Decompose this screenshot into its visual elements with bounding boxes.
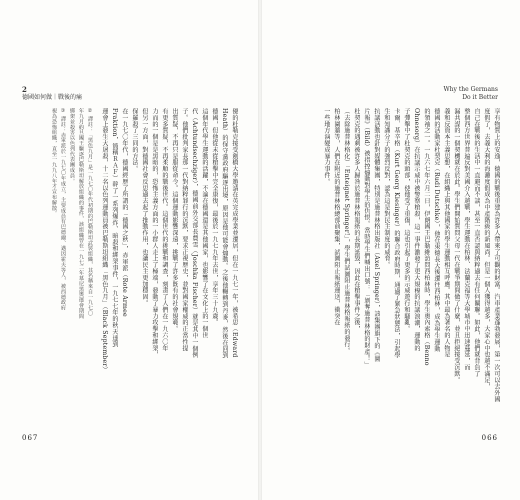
text-column: 運會上發生大屠殺，十二名以色列運動員被巴勒斯坦組織「黑色九月」（Black September） — [101, 108, 108, 373]
text-column: Fraktion，簡稱ＲＡＦ）幹了一系列爆炸、暗殺和綁架事件，一九七七年的秋天達到 — [111, 108, 118, 348]
text-column: 有更多質疑，不再柔順的戰後世代。這個世代的挑戰和調查，刻畫了人們在一九六〇年 — [161, 108, 168, 352]
footnote-column: 視為恐怖組織，直至一九九八年才宣布解散。 — [51, 108, 57, 216]
text-column: 柏林圍牆等，人們在附近的施普林格總部前聚集，試圖阻止報紙運送，衝突在 — [333, 108, 340, 326]
text-column: 保羅殺了三同的方法。 — [131, 108, 138, 172]
right-text-columns — [284, 108, 500, 408]
text-column: 享有物質上的安逸，德國的戰後重建為許多人帶來了可觀的財富。汽車產業蓬勃發展，第一次可以去外國 — [493, 108, 500, 403]
right-page — [262, 0, 520, 500]
book-subtitle: Do it Better — [462, 94, 498, 101]
chapter-title: 德國如何做｜戰後的痛 — [22, 94, 83, 101]
left-text-columns — [22, 108, 238, 408]
text-column: 的領袖之一。一九六七年六月二日，伊朗國王巴勒維訪問西柏林時，學生奧內索格（Benno — [423, 108, 430, 366]
text-column: 自己在戰後的生活中一直避而不談，甚至一直否認與納粹過去有任何關聯。如此，他們就背負了 — [473, 108, 480, 377]
text-column: 生和知識分子的強烈反對，認為這是對民主制度的威脅。 — [383, 108, 390, 268]
text-column: （去除施普林格化）「Enteignet Springer!」，學生們試圖阻止施普林格報紙的發行。 — [343, 108, 350, 355]
text-column: 杜契克的遇刺被許多人歸咎於施普林格報紙的長期詆毀，因此在槍擊事件之後， — [353, 108, 360, 332]
text-column: 德國的活動家杜契克（Rudi Dutschke），他在東德長大後遷往西柏林，成為學生運動 — [433, 108, 440, 352]
text-column: 德國，但他從未從槍擊中完全康復，最後於一九七九年去世，享年三十九歲。 — [211, 108, 218, 326]
text-column: 抗議活動也針對媒體集團，特別是施普林格出版社（Axel Springer），該集團旗下的《圖 — [373, 108, 380, 362]
text-column: 代（Achtundsechziger），德國前外交部長費雪（Joschka Fischer）就是其中一個例 — [191, 108, 198, 359]
footnote-column: 綁架並殺害以色列代表團成員。 — [69, 108, 75, 184]
footnote-column: ③ 譯註：赤軍派於一九七〇年成立，主要成員有巴德爾、邁因霍夫等人，被西德政府 — [60, 108, 66, 311]
text-column: 片報》（Bild）被指控煽動對學生的仇恨。當時學生們喊出口號：「剝奪施普林格的財產！」 — [363, 108, 370, 368]
book-title: Why the Germans — [443, 86, 498, 93]
page-number-left: 067 — [22, 434, 39, 442]
text-column: Ohnesorg）在抗議示威中被警察槍殺，這一事件激發了更大規模的抗議浪潮，運動的 — [413, 108, 420, 352]
text-column: 子。他們批判家長那一代對納粹罪行的沉默，要求正視歷史，並對國家權威的正當性提 — [181, 108, 188, 352]
chapter-number: 2 — [22, 85, 27, 94]
text-column: 這個年代學生運動的活躍，不論在德國還是其他國家，也影響了在文化上的一個世 — [201, 108, 208, 339]
left-page — [0, 0, 258, 500]
text-column: 優的杜勒克接受劍橋大學邀請在英完成學業並遷居，但在一九七一年，被希思（Edward — [231, 108, 238, 358]
footnote-separator — [96, 108, 98, 408]
text-column: 整個西方世界普遍反對美國介入越戰，學生運動在柏林、法蘭克福等大學城市中迅速蔓延，而 — [463, 108, 470, 371]
running-header-left — [22, 86, 82, 102]
running-header-right — [444, 86, 498, 102]
text-column: 但另一方面，對德國社會反思過去起了推動作用，也讓民主更加穩固。 — [141, 108, 148, 307]
text-column: 漏共謀的一個契機就在於此。學生們開始質問父母一代在戰爭期間做了什麼，並且拒絕接受沉默。 — [453, 108, 460, 384]
text-column: Heath）的保守黨政府驅逐出境，原因是他可能會煽動。之後他輾轉到丹麥，然後在回到 — [221, 108, 228, 359]
footnote-column: ② 譯註：「黑色九月」是一九七〇年代初期的巴勒斯坦武裝組織，其名稱來自一九七〇 — [87, 108, 93, 316]
text-column: 子彈擊中了杜契克的頭部，使他受了重傷，這也引起了更多的示威遊行和騷亂。 — [403, 108, 410, 332]
text-column: 度假了，去義大利的海灘度假成為中產階級的新風尚。但是一個人獲得越多，大家心中也越不滿足， — [483, 108, 490, 390]
page-number-right: 066 — [481, 434, 498, 442]
text-column: 一些地方演變成暴力事件。 — [323, 108, 330, 185]
footnote-column: 年九月約旦國王驅逐巴勒斯坦解放組織的事件，該組織曾在一九七二年慕尼黑奧運會期間 — [78, 108, 84, 319]
text-column: 力而的一個是是黑暗的，恐怖主義方面的一小群人走上了極端，發動了暴力攻擊和綁架， — [151, 108, 158, 358]
text-column: 出質疑，不再只是服從命令。這個運動影響深遠，挑戰了許多既有的社會規範。 — [171, 108, 178, 332]
text-column: 義和反資本主義思想，在組織上與其他國家的學生運動相互呼應。其中最為著名的人物是 — [443, 108, 450, 358]
text-column: 在一九七〇年代，德國經歷了所謂的「德國之秋」，赤軍派（Rote Armee — [121, 108, 128, 317]
text-column: 卡爾．基辛格（Kurt Georg Kiesinger）的聯合政府時期，通過了緊急狀態法，引起學 — [393, 108, 400, 359]
